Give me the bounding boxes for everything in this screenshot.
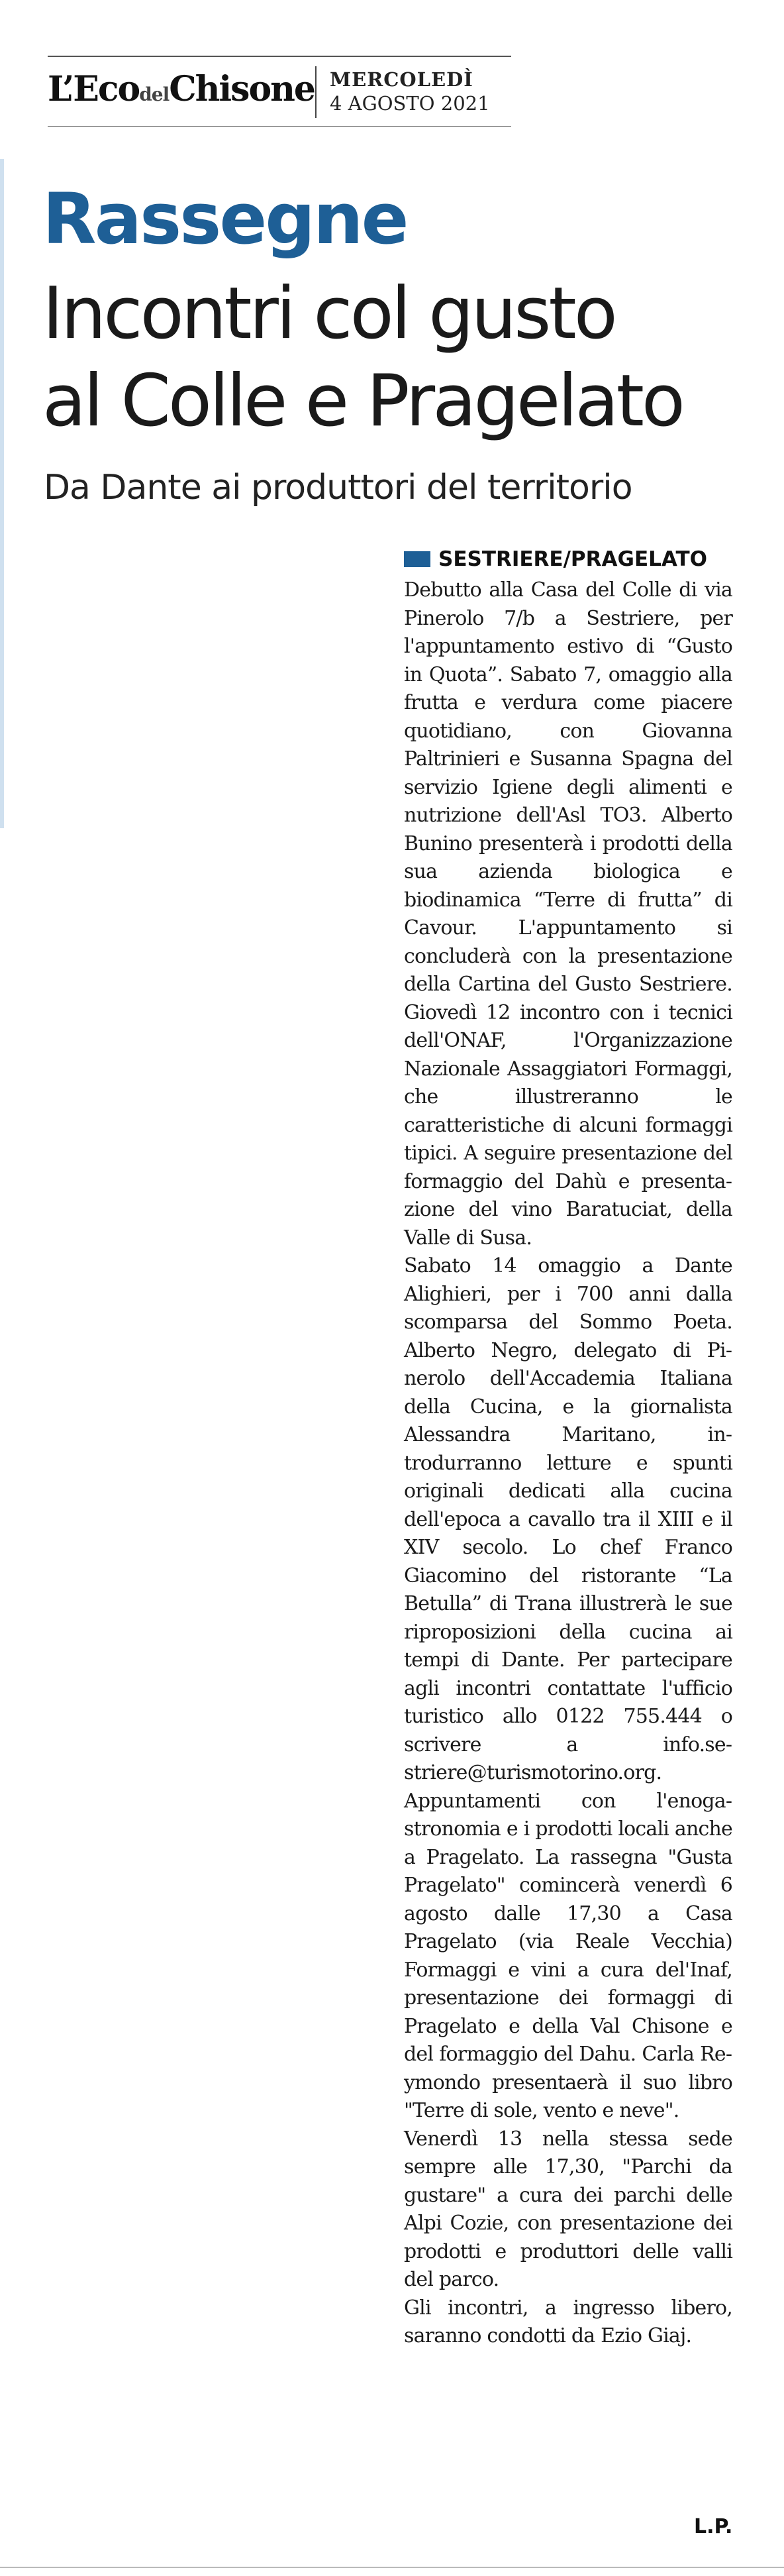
masthead-top-rule [48, 56, 511, 57]
masthead-part3: Chisone [169, 69, 315, 109]
page-bottom-rule [0, 2567, 784, 2568]
left-accent-bar [0, 159, 4, 828]
article-paragraph: Appuntamenti con l'enogastronomia e i prodotti locali anche a Pragelato. La rassegna "Gusta Pragelato" comincerà venerdì 6 agosto dalle 17,30 a Casa Pragelato (via Reale Vecchia) Formaggi e vini a cura del'Inaf, presentazione dei formaggi di Pragelato e della Val Chisone e del formaggio del Dahu. Carla Reymondo presentaerà il suo libro "Terre di sole, vento e neve". [404, 1789, 732, 2122]
article-paragraph: Debutto alla Casa del Colle di via Pinerolo 7/b a Sestriere, per l'appuntamento estivo di “Gusto in Quota”. Sabato 7, omaggio alla frutta e verdura come piacere quotidiano, con Giovanna Paltrinieri e Susanna Spagna del servizio Igiene degli alimenti e nutrizione dell'Asl TO3. Alberto Bunino presenterà i prodotti della sua azienda biologica e biodinamica “Terre di frutta” di Cavour. L'appuntamento si concluderà con la presentazione della Cartina del Gusto Sestriere. Giovedì 12 incontro con i tecnici dell'ONAF, l'Organizzazione Nazionale Assaggiatori Formaggi, che illustreranno le caratteristiche di alcuni formaggi tipici. A seguire presentazione del formaggio del Dahù e presentazione del vino Baratuciat, della Valle di Susa. [404, 578, 732, 1250]
masthead-divider [315, 66, 317, 118]
article-kicker: Rassegne [42, 178, 407, 260]
article-headline [42, 270, 758, 445]
article-column [404, 547, 732, 2351]
masthead-bottom-rule [48, 126, 511, 127]
article-paragraph: Gli incontri, a ingresso libero, saranno condotti da Ezio Giaj. [404, 2296, 732, 2347]
article-subhead: Da Dante ai produttori del territorio [44, 468, 632, 508]
article-paragraph: Venerdì 13 nella stessa sede sempre alle 17,30, "Parchi da gustare" a cura dei parchi delle Alpi Cozie, con presentazione dei prodotti e produttori delle valli del parco. [404, 2127, 732, 2291]
section-label [404, 547, 732, 571]
masthead-part2: del [139, 83, 170, 105]
section-label-text: SESTRIERE/PRAGELATO [438, 547, 707, 571]
headline-line-2: al Colle e Pragelato [42, 360, 683, 443]
issue-date [330, 68, 490, 115]
issue-weekday: MERCOLEDÌ [330, 68, 473, 91]
article-signature: L.P. [694, 2515, 733, 2538]
newspaper-masthead [48, 69, 315, 109]
article-paragraph: Sabato 14 omaggio a Dante Alighieri, per i 700 anni dalla scomparsa del Sommo Poeta. Alberto Negro, delegato di Pinerolo dell'Accademia Italiana della Cucina, e la giornalista Alessandra Maritano, introdurranno letture e spunti originali dedicati alla cucina dell'epoca a cavallo tra il XIII e il XIV secolo. Lo chef Franco Giacomino del ristorante “La Betulla” di Trana illustrerà le sue riproposizioni della cucina ai tempi di Dante. Per partecipare agli incontri contattate l'ufficio turistico allo 0122 755.444 o scrivere a info.sestriere@turismotorino.org. [404, 1254, 732, 1784]
masthead-part1: L’Eco [48, 69, 140, 109]
article-body [404, 576, 732, 2351]
issue-full-date: 4 AGOSTO 2021 [330, 92, 490, 115]
section-square-icon [404, 551, 430, 567]
headline-line-1: Incontri col gusto [42, 272, 615, 355]
